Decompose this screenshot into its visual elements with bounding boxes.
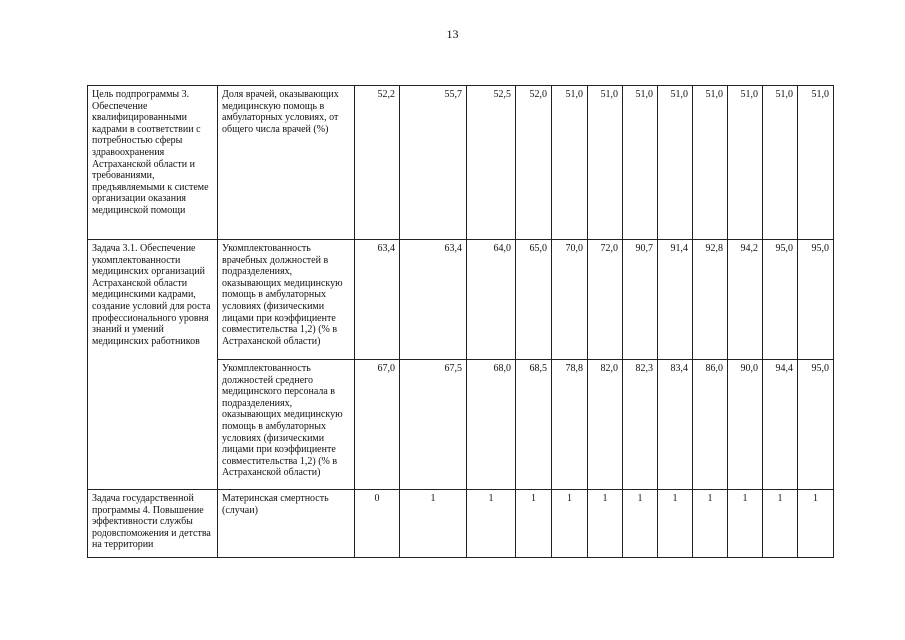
value-cell: 72,0 [588,240,623,360]
value-cell: 1 [798,490,834,558]
value-cell: 1 [516,490,552,558]
value-cell: 1 [467,490,516,558]
value-cell: 51,0 [552,86,588,240]
value-cell: 64,0 [467,240,516,360]
value-cell: 95,0 [798,360,834,490]
value-cell: 55,7 [400,86,467,240]
value-cell: 90,7 [623,240,658,360]
table-row [88,240,834,360]
value-cell: 52,5 [467,86,516,240]
value-cell: 68,0 [467,360,516,490]
value-cell: 94,4 [763,360,798,490]
value-cell: 51,0 [763,86,798,240]
indicator-cell: Укомплектованность должностей среднего медицинского персонала в подразделениях, оказывающих медицинскую помощь в амбулаторных условиях (физическими лицами при коэффициенте совместительства 1,2) (% в Астраханской области) [218,360,355,490]
goal-cell: Задача государственной программы 4. Повышение эффективности службы родовспоможения и детства на территории [88,490,218,558]
value-cell: 91,4 [658,240,693,360]
value-cell: 70,0 [552,240,588,360]
value-cell: 95,0 [798,240,834,360]
value-cell: 52,0 [516,86,552,240]
value-cell: 95,0 [763,240,798,360]
value-cell: 51,0 [798,86,834,240]
goal-cell: Цель подпрограммы 3. Обеспечение квалифицированными кадрами в соответствии с потребностью сферы здравоохранения Астраханской области и требованиями, предъявляемыми к системе организации оказания медицинской помощи [88,86,218,240]
indicator-cell: Материнская смертность (случаи) [218,490,355,558]
value-cell: 90,0 [728,360,763,490]
value-cell: 67,5 [400,360,467,490]
value-cell: 92,8 [693,240,728,360]
value-cell: 86,0 [693,360,728,490]
value-cell: 1 [552,490,588,558]
value-cell: 51,0 [658,86,693,240]
indicator-cell: Укомплектованность врачебных должностей в подразделениях, оказывающих медицинскую помощь в амбулаторных условиях (физическими лицами при коэффициенте совместительства 1,2) (% в Астраханской области) [218,240,355,360]
value-cell: 1 [658,490,693,558]
value-cell: 51,0 [693,86,728,240]
value-cell: 63,4 [400,240,467,360]
value-cell: 51,0 [588,86,623,240]
value-cell: 51,0 [728,86,763,240]
goal-cell: Задача 3.1. Обеспечение укомплектованности медицинских организаций Астраханской области медицинскими кадрами, создание условий для роста профессионального уровня знаний и умений медицинских работников [88,240,218,490]
value-cell: 1 [400,490,467,558]
value-cell: 63,4 [355,240,400,360]
page-number: 13 [446,27,459,41]
value-cell: 82,0 [588,360,623,490]
value-cell: 1 [763,490,798,558]
value-cell: 1 [728,490,763,558]
value-cell: 65,0 [516,240,552,360]
indicators-table [87,85,834,558]
value-cell: 94,2 [728,240,763,360]
value-cell: 1 [693,490,728,558]
indicator-cell: Доля врачей, оказывающих медицинскую помощь в амбулаторных условиях, от общего числа врачей (%) [218,86,355,240]
value-cell: 82,3 [623,360,658,490]
value-cell: 83,4 [658,360,693,490]
value-cell: 78,8 [552,360,588,490]
value-cell: 0 [355,490,400,558]
value-cell: 1 [623,490,658,558]
value-cell: 52,2 [355,86,400,240]
value-cell: 51,0 [623,86,658,240]
value-cell: 1 [588,490,623,558]
value-cell: 67,0 [355,360,400,490]
table-row [88,86,834,240]
table-row [88,490,834,558]
value-cell: 68,5 [516,360,552,490]
